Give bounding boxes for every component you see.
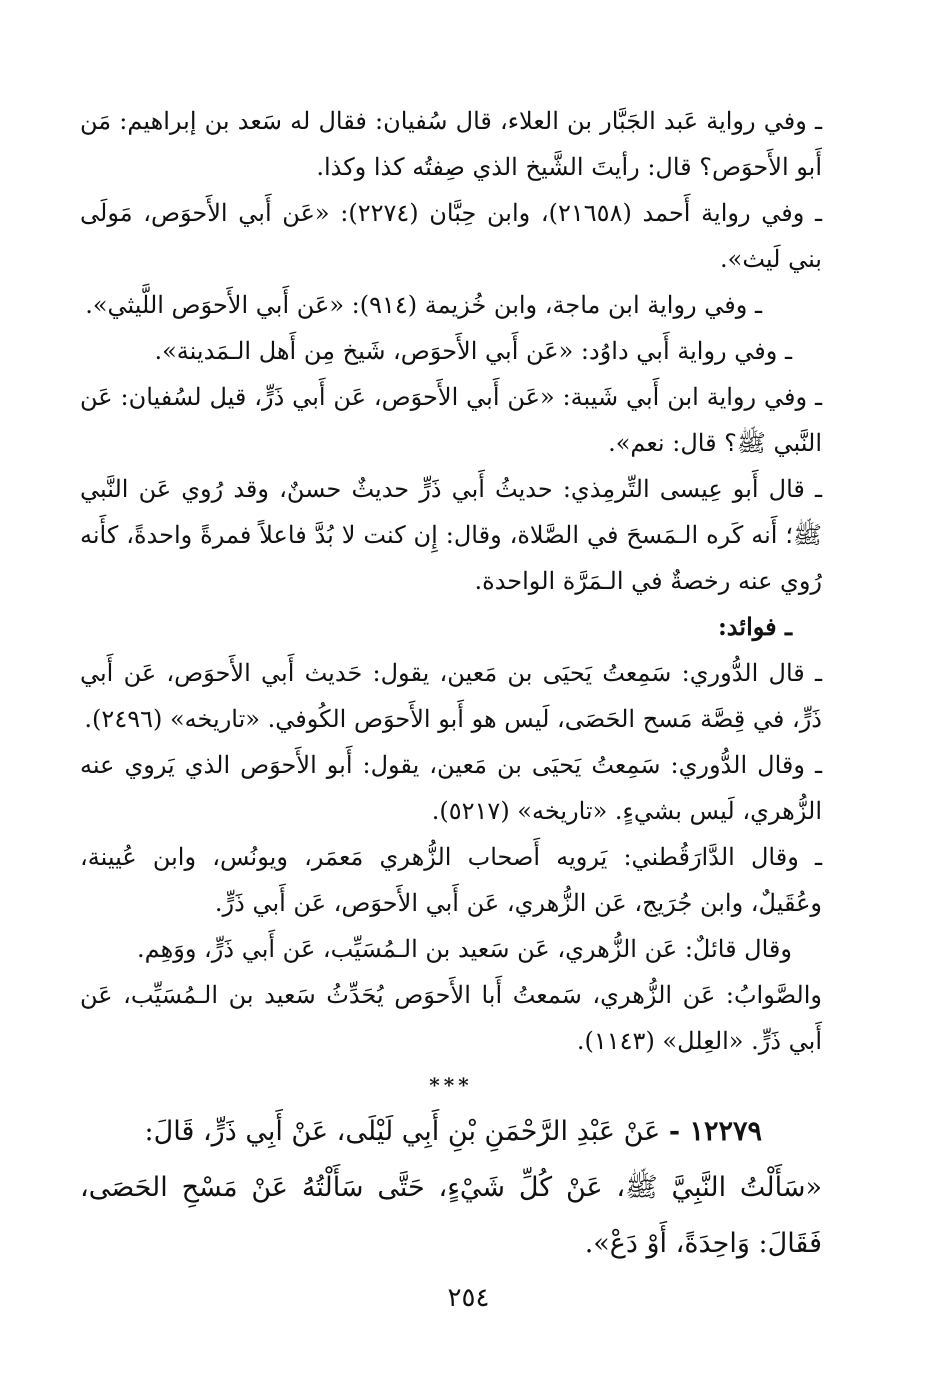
benefit-duri-1: ـ قال الدُّوري: سَمِعتُ يَحيَى بن مَعين، يقول: حَديث أَبي الأَحوَص، عَن أَبي ذَرٍّ، في قِصَّة مَسح الحَصَى، لَيس هو أَبو الأَحوَص الكُوفي. «تاريخه» (٢٤٩٦). (80, 659, 822, 733)
paragraph-tirmidhi-comment: ـ قال أَبو عِيسى التِّرمِذي: حديثُ أَبي ذَرٍّ حديثٌ حسنٌ، وقد رُوي عَن النَّبي ﷺ؛ أَنه كَره الـمَسحَ في الصَّلاة، وقال: إِن كنت لا بُدَّ فاعلاً فمرةً واحدةً، كأَنه رُوي عنه رخصةٌ في الـمَرَّة الواحدة. (80, 475, 822, 595)
paragraph-ibnmajah-narration: ـ وفي رواية ابن ماجة، وابن خُزيمة (٩١٤): «عَن أَبي الأَحوَص اللَّيثي». (85, 291, 762, 319)
paragraph-abudawud-narration: ـ وفي رواية أَبي داوُد: «عَن أَبي الأَحوَص، شَيخ مِن أَهل الـمَدينة». (154, 337, 792, 365)
section-separator: *** (429, 1073, 473, 1097)
paragraph-ahmad-narration: ـ وفي رواية أَحمد (٢١٦٥٨)، وابن حِبَّان (٢٢٧٤): «عَن أَبي الأَحوَص، مَولَى بني لَيث». (80, 199, 822, 273)
paragraph-abduljabbar-narration: ـ وفي رواية عَبد الجَبَّار بن العلاء، قال سُفيان: فقال له سَعد بن إبراهيم: مَن أَبو الأَحوَص؟ قال: رأيتَ الشَّيخ الذي صِفتُه كذا وكذا. (80, 107, 822, 181)
benefit-sawab: والصَّوابُ: عَن الزُّهري، سَمعتُ أَبا الأَحوَص يُحَدِّثُ سَعيد بن الـمُسَيِّب، عَن أَبي ذَرٍّ. «العِلل» (١١٤٣). (80, 981, 822, 1055)
hadith-chain: عَنْ عَبْدِ الرَّحْمَنِ بْنِ أَبِي لَيْلَى، عَنْ أَبِي ذَرٍّ، قَالَ: (144, 1116, 661, 1147)
hadith-chain-line (80, 1104, 822, 1160)
hadith-number: ١٢٢٧٩ - (668, 1116, 762, 1147)
benefit-duri-2: ـ وقال الدُّوري: سَمِعتُ يَحيَى بن مَعين، يقول: أَبو الأَحوَص الذي يَروي عنه الزُّهري، لَيس بشيءٍ. «تاريخه» (٥٢١٧). (80, 751, 822, 825)
benefits-heading: ـ فوائد: (717, 612, 792, 641)
page-number: ٢٥٤ (447, 1283, 490, 1313)
benefit-daraqutni: ـ وقال الدَّارَقُطني: يَرويه أَصحاب الزُّهري مَعمَر، ويونُس، وابن عُيينة، وعُقَيلٌ، وابن جُرَيج، عَن الزُّهري، عَن أَبي الأَحوَص، عَن أَبي ذَرٍّ. (80, 843, 822, 917)
hadith-text: «سَأَلْتُ النَّبِيَّ ﷺ، عَنْ كُلِّ شَيْءٍ، حَتَّى سَأَلْتُهُ عَنْ مَسْحِ الحَصَى، فَقَالَ: وَاحِدَةً، أَوْ دَعْ». (80, 1172, 823, 1259)
paragraph-ibnabishaybah-narration: ـ وفي رواية ابن أَبي شَيبة: «عَن أَبي الأَحوَص، عَن أَبي ذَرٍّ، قيل لسُفيان: عَن النَّبي ﷺ؟ قال: نعم». (80, 383, 822, 457)
benefit-qail: وقال قائلٌ: عَن الزُّهري، عَن سَعيد بن الـمُسَيِّب، عَن أَبي ذَرٍّ، ووَهِم. (136, 935, 792, 963)
page-body (80, 98, 822, 1272)
